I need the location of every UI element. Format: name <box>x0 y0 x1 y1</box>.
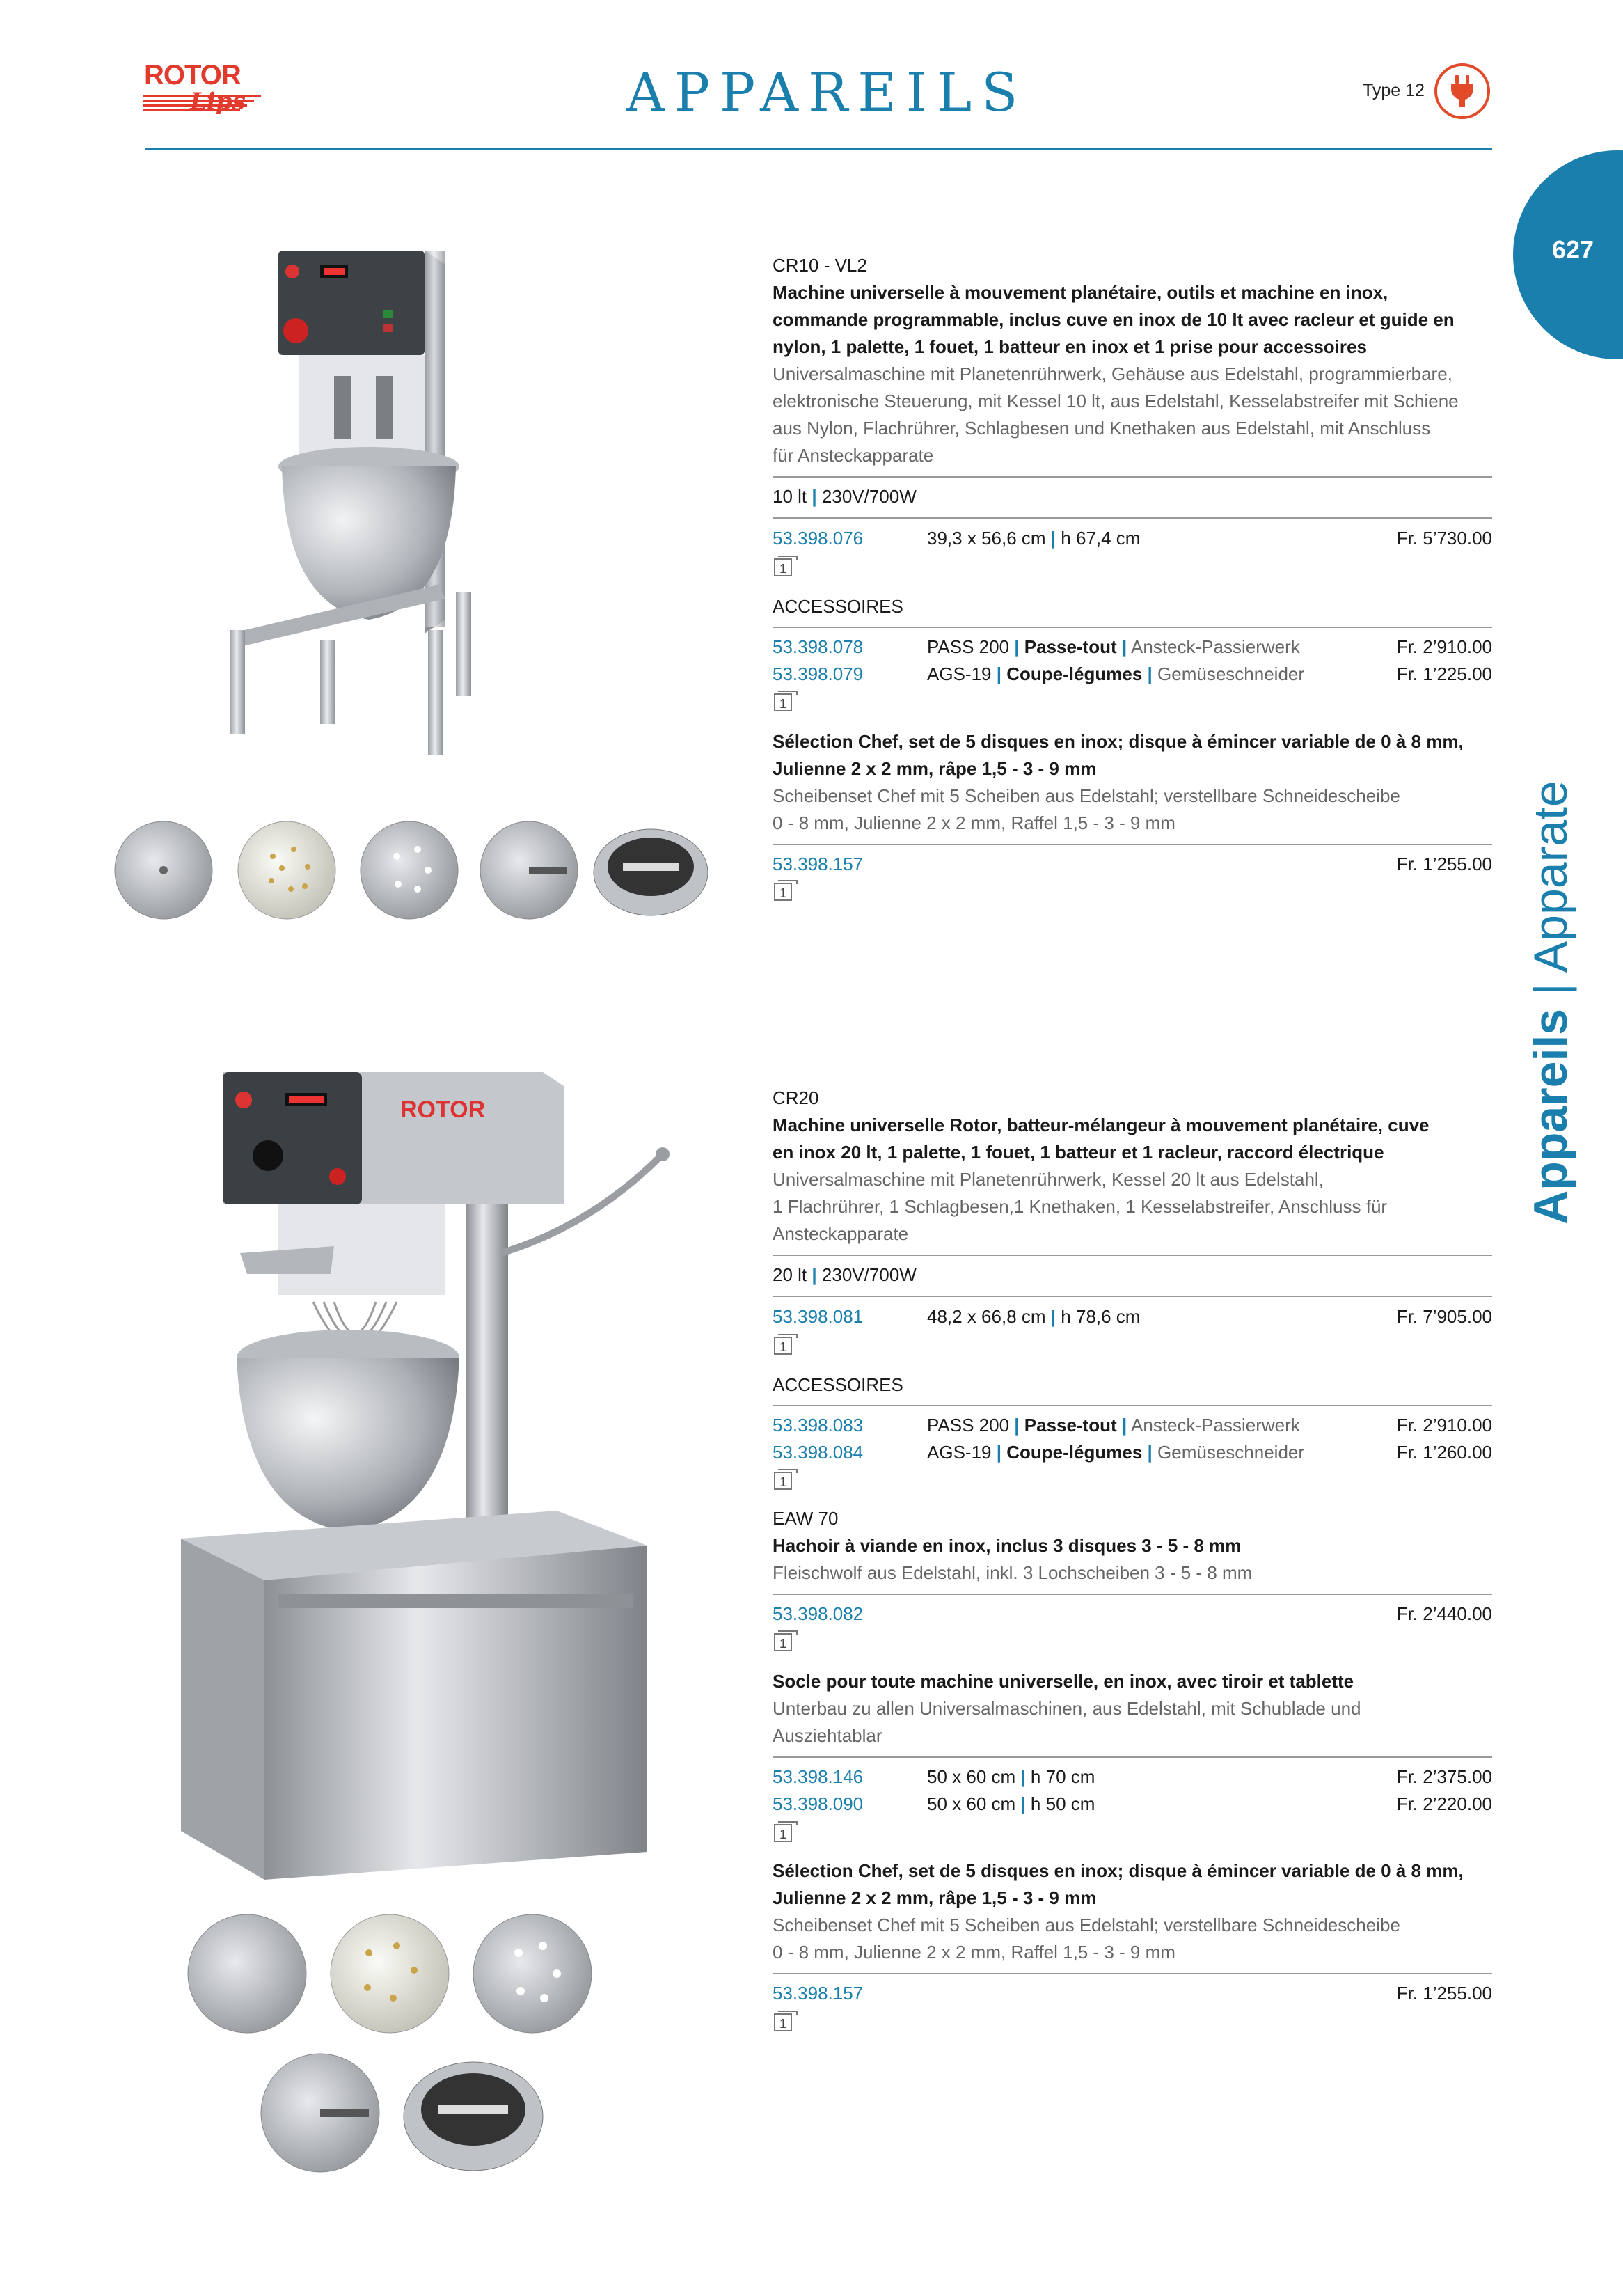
price: Fr. 7’905.00 <box>1396 1306 1492 1327</box>
separator: | <box>812 1264 817 1285</box>
cr20-mixer-image <box>174 1065 689 1887</box>
height: h 78,6 cm <box>1061 1306 1141 1327</box>
disc-set-graphic <box>111 818 710 929</box>
spec-line <box>773 1261 917 1289</box>
accessory-model: PASS 200 <box>927 1415 1010 1436</box>
article-code[interactable]: 53.398.082 <box>773 1603 864 1624</box>
dimensions <box>927 1763 1095 1791</box>
socle-desc-de: Unterbau zu allen Universalmaschinen, aus Edelstahl, mit Schublade und <box>773 1698 1361 1719</box>
logo-text-lips: Lips <box>190 88 246 116</box>
electric-plug-icon <box>1434 63 1491 120</box>
side-label-bold: Appareils <box>1524 1008 1577 1225</box>
model-name: EAW 70 <box>773 1508 839 1529</box>
desc-de-line: Universalmaschine mit Planetenrührwerk, Gehäuse aus Edelstahl, programmierbare, <box>773 363 1452 384</box>
capacity: 20 lt <box>773 1264 807 1285</box>
price: Fr. 2’910.00 <box>1396 636 1492 657</box>
type-label: Type 12 <box>1363 81 1425 100</box>
footprint: 48,2 x 66,8 cm <box>927 1306 1046 1327</box>
divider <box>773 844 1492 845</box>
separator: | <box>1050 1306 1056 1327</box>
accessory-name: Coupe-légumes <box>1006 1442 1143 1463</box>
accessory-desc: AGS-19 | Coupe-légumes | Gemüseschneider <box>927 1442 1305 1463</box>
disc-de-line: 0 - 8 mm, Julienne 2 x 2 mm, Raffel 1,5 - 3 - 9 mm <box>773 1942 1175 1963</box>
package-qty-icon: 1 <box>774 1472 792 1490</box>
price: Fr. 2’375.00 <box>1396 1766 1492 1787</box>
package-qty-icon: 1 <box>774 1633 792 1651</box>
divider <box>773 517 1492 519</box>
accessories-title: ACCESSOIRES <box>773 596 903 617</box>
disc-fr-line: Julienne 2 x 2 mm, râpe 1,5 - 3 - 9 mm <box>773 758 1097 779</box>
logo-text-rotor: ROTOR <box>144 60 241 91</box>
price: Fr. 1’260.00 <box>1396 1442 1492 1463</box>
height: h 67,4 cm <box>1061 528 1141 549</box>
desc-fr-line: Machine universelle à mouvement planétaire, outils et machine en inox, <box>773 282 1388 303</box>
separator: | <box>1020 1766 1026 1787</box>
desc-fr-line: en inox 20 lt, 1 palette, 1 fouet, 1 batteur et 1 racleur, raccord électrique <box>773 1142 1384 1163</box>
article-code[interactable]: 53.398.083 <box>773 1415 864 1436</box>
separator: | <box>1050 528 1056 549</box>
cr10-mixer-image <box>209 244 578 787</box>
article-code[interactable]: 53.398.081 <box>773 1306 864 1327</box>
footprint: 50 x 60 cm <box>927 1766 1016 1787</box>
accessory-desc: PASS 200 | Passe-tout | Ansteck-Passierwerk <box>927 636 1300 657</box>
divider <box>773 1594 1492 1595</box>
spec-line <box>773 483 917 510</box>
side-label-light: Apparate <box>1524 780 1577 973</box>
product-section-cr10 <box>773 252 1492 900</box>
accessory-de: Gemüseschneider <box>1157 663 1305 684</box>
power: 230V/700W <box>821 1264 917 1285</box>
height: h 50 cm <box>1030 1793 1095 1814</box>
divider <box>773 1756 1492 1758</box>
divider <box>773 476 1492 478</box>
page-title: APPAREILS <box>626 61 1028 123</box>
disc-fr-line: Sélection Chef, set de 5 disques en inox; disque à émincer variable de 0 à 8 mm, <box>773 731 1464 752</box>
divider <box>773 1255 1492 1256</box>
svg-text:ROTOR: ROTOR <box>400 1096 486 1123</box>
package-qty-icon: 1 <box>774 693 792 711</box>
socle-desc-fr: Socle pour toute machine universelle, en inox, avec tiroir et tablette <box>773 1671 1354 1692</box>
desc-de-line: für Ansteckapparate <box>773 445 934 466</box>
divider <box>773 627 1492 628</box>
accessory-de: Ansteck-Passierwerk <box>1131 1415 1300 1436</box>
price: Fr. 2’440.00 <box>1396 1603 1492 1624</box>
accessory-name: Coupe-légumes <box>1006 663 1143 684</box>
article-code[interactable]: 53.398.157 <box>773 1983 864 2004</box>
article-code[interactable]: 53.398.157 <box>773 854 864 874</box>
page-number: 627 <box>1551 235 1594 264</box>
eaw-desc-fr: Hachoir à viande en inox, inclus 3 disques 3 - 5 - 8 mm <box>773 1535 1242 1556</box>
desc-fr-line: nylon, 1 palette, 1 fouet, 1 batteur en inox et 1 prise pour accessoires <box>773 336 1367 357</box>
desc-de-line: elektronische Steuerung, mit Kessel 10 lt, aus Edelstahl, Kesselabstreifer mit Schiene <box>773 391 1459 411</box>
article-code[interactable]: 53.398.078 <box>773 636 864 657</box>
price: Fr. 1’255.00 <box>1396 854 1492 874</box>
cr20-disc-set-images <box>181 1911 605 2176</box>
article-code[interactable]: 53.398.079 <box>773 663 864 684</box>
section-side-label <box>1523 780 1578 1225</box>
accessory-desc: AGS-19 | Coupe-légumes | Gemüseschneider <box>927 663 1305 684</box>
price: Fr. 2’220.00 <box>1396 1793 1492 1814</box>
divider <box>773 1973 1492 1974</box>
desc-de-line: Ansteckapparate <box>773 1223 909 1244</box>
dimensions <box>927 1303 1140 1330</box>
price: Fr. 1’255.00 <box>1396 1983 1492 2004</box>
socle-desc-de: Ausziehtablar <box>773 1725 882 1746</box>
disc-de-line: Scheibenset Chef mit 5 Scheiben aus Edelstahl; verstellbare Schneidescheibe <box>773 785 1400 806</box>
dimensions <box>927 525 1140 552</box>
price: Fr. 2’910.00 <box>1396 1415 1492 1436</box>
package-qty-icon: 1 <box>774 1337 792 1355</box>
header-rule <box>145 148 1492 150</box>
price: Fr. 5’730.00 <box>1396 528 1492 549</box>
accessory-desc: PASS 200 | Passe-tout | Ansteck-Passierwerk <box>927 1415 1300 1436</box>
accessory-de: Ansteck-Passierwerk <box>1131 636 1300 657</box>
accessory-model: PASS 200 <box>927 636 1010 657</box>
package-qty-icon: 1 <box>774 558 792 576</box>
accessory-de: Gemüseschneider <box>1157 1442 1305 1463</box>
article-code[interactable]: 53.398.084 <box>773 1442 864 1463</box>
desc-fr-line: commande programmable, inclus cuve en inox de 10 lt avec racleur et guide en <box>773 309 1455 330</box>
height: h 70 cm <box>1030 1766 1095 1787</box>
desc-de-line: aus Nylon, Flachrührer, Schlagbesen und Knethaken aus Edelstahl, mit Anschluss <box>773 418 1431 439</box>
rotor-lips-logo <box>143 60 261 123</box>
product-section-cr20 <box>773 1085 1492 2045</box>
disc-fr-line: Julienne 2 x 2 mm, râpe 1,5 - 3 - 9 mm <box>773 1887 1097 1908</box>
power: 230V/700W <box>821 486 917 507</box>
accessory-name: Passe-tout <box>1024 1415 1117 1436</box>
article-code[interactable]: 53.398.146 <box>773 1766 864 1787</box>
desc-de-line: 1 Flachrührer, 1 Schlagbesen,1 Knethaken, 1 Kesselabstreifer, Anschluss für <box>773 1196 1388 1217</box>
model-name: CR20 <box>773 1087 819 1108</box>
article-code[interactable]: 53.398.076 <box>773 528 864 549</box>
divider <box>773 1405 1492 1406</box>
eaw-desc-de: Fleischwolf aus Edelstahl, inkl. 3 Lochscheiben 3 - 5 - 8 mm <box>773 1562 1253 1583</box>
cr10-disc-set-images <box>111 818 710 929</box>
disc-de-line: 0 - 8 mm, Julienne 2 x 2 mm, Raffel 1,5 - 3 - 9 mm <box>773 812 1175 833</box>
desc-de-line: Universalmaschine mit Planetenrührwerk, Kessel 20 lt aus Edelstahl, <box>773 1169 1324 1190</box>
footprint: 50 x 60 cm <box>927 1793 1016 1814</box>
desc-fr-line: Machine universelle Rotor, batteur-mélangeur à mouvement planétaire, cuve <box>773 1115 1430 1135</box>
capacity: 10 lt <box>773 486 807 507</box>
divider <box>773 1296 1492 1297</box>
accessory-name: Passe-tout <box>1024 636 1117 657</box>
separator: | <box>1020 1793 1026 1814</box>
separator: | <box>812 486 817 507</box>
footprint: 39,3 x 56,6 cm <box>927 528 1046 549</box>
package-qty-icon: 1 <box>774 1824 792 1842</box>
dimensions <box>927 1791 1095 1818</box>
disc-de-line: Scheibenset Chef mit 5 Scheiben aus Edelstahl; verstellbare Schneidescheibe <box>773 1914 1400 1935</box>
accessory-model: AGS-19 <box>927 1442 992 1463</box>
package-qty-icon: 1 <box>774 2013 792 2031</box>
accessories-title: ACCESSOIRES <box>773 1374 903 1395</box>
side-label-separator: | <box>1524 983 1577 996</box>
package-qty-icon: 1 <box>774 883 792 901</box>
disc-fr-line: Sélection Chef, set de 5 disques en inox; disque à émincer variable de 0 à 8 mm, <box>773 1860 1464 1881</box>
accessory-model: AGS-19 <box>927 663 992 684</box>
model-name: CR10 - VL2 <box>773 255 867 276</box>
article-code[interactable]: 53.398.090 <box>773 1793 864 1814</box>
price: Fr. 1’225.00 <box>1396 663 1492 684</box>
